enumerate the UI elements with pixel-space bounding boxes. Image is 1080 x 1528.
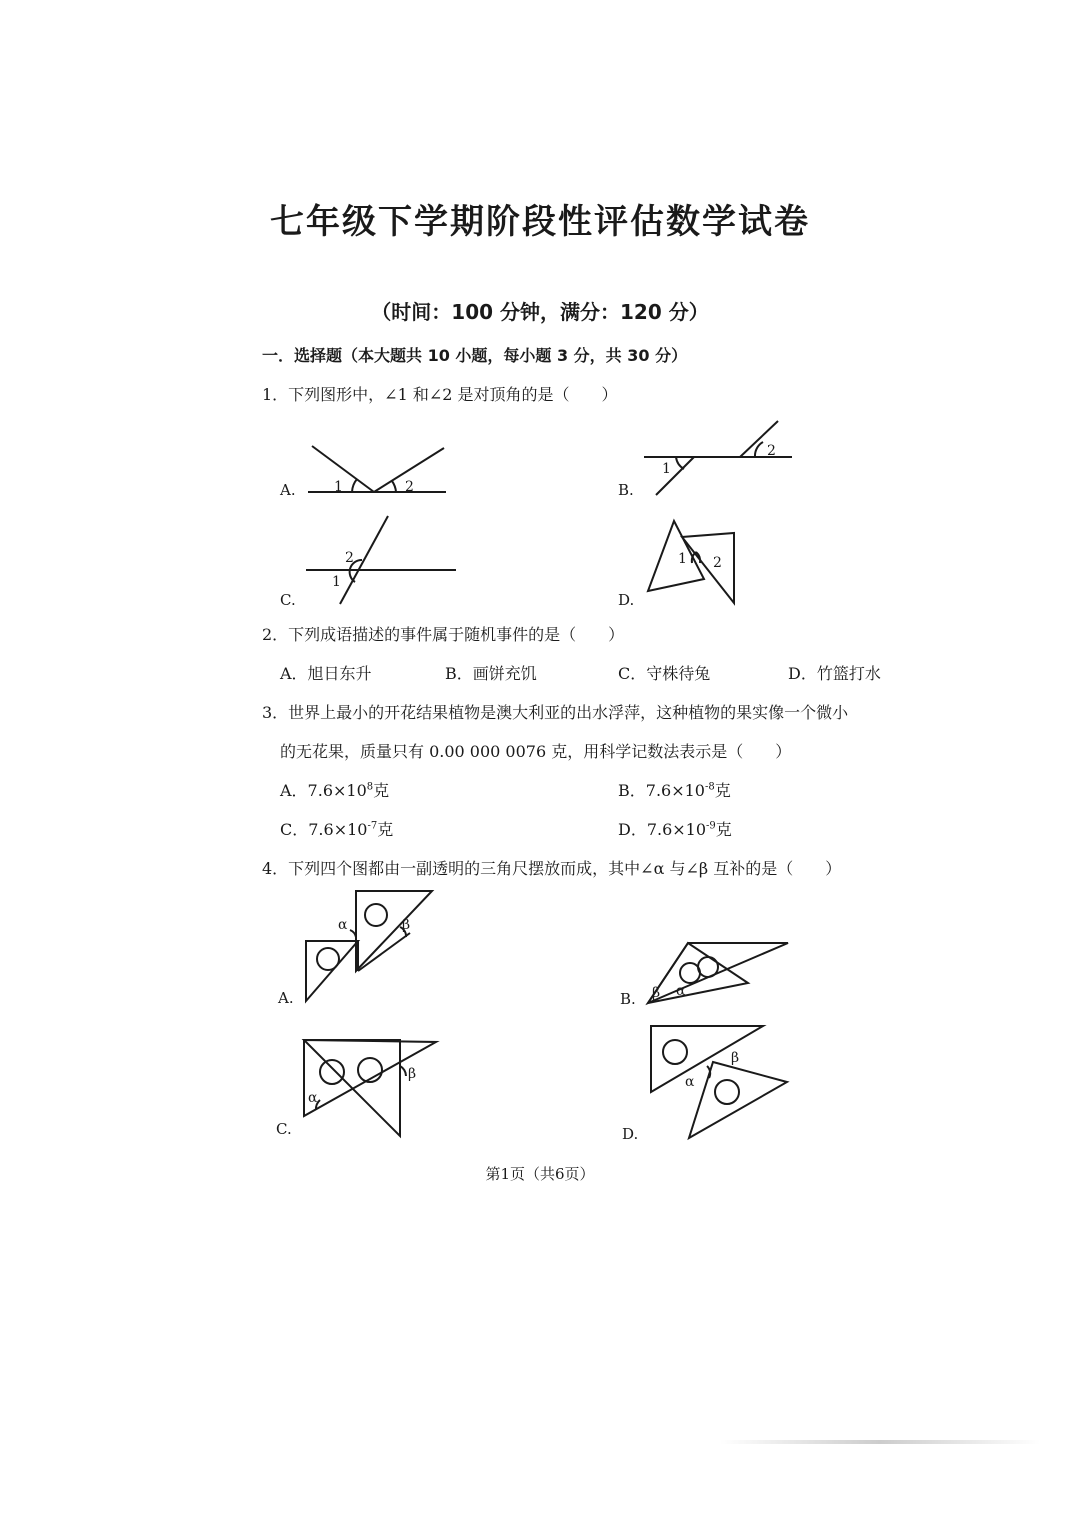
q1-c-mark-1: 1 [332, 574, 341, 590]
q3-b-unit: 克 [714, 781, 731, 800]
q1-figure-b [640, 415, 800, 500]
q3-a-base: A．7.6×10 [280, 781, 367, 800]
q1-d-mark-1: 1 [678, 551, 687, 567]
q4-d-beta: β [731, 1050, 740, 1066]
q3-c-exponent: -7 [367, 820, 378, 832]
q4-b-alpha: α [676, 983, 686, 999]
q4-figure-c-label: C. [276, 1120, 292, 1138]
q2-option-c[interactable]: C．守株待兔 [618, 664, 711, 683]
question-4-stem: 4．下列四个图都由一副透明的三角尺摆放而成，其中∠α 与∠β 互补的是（ ） [262, 859, 842, 878]
question-1-stem: 1．下列图形中，∠1 和∠2 是对顶角的是（ ） [262, 385, 618, 404]
q2-option-d[interactable]: D．竹篮打水 [788, 664, 881, 683]
q1-figure-a [300, 440, 460, 500]
q4-figure-b [640, 935, 800, 1010]
q1-figure-c [300, 512, 460, 607]
q3-option-b[interactable] [618, 778, 731, 801]
q4-figure-a-label: A. [278, 989, 294, 1007]
q1-figure-d-label: D. [618, 591, 635, 609]
q3-d-exponent: -9 [706, 820, 716, 832]
q1-d-mark-2: 2 [713, 555, 722, 571]
q2-option-b[interactable]: B．画饼充饥 [445, 664, 537, 683]
q1-figure-a-label: A. [280, 481, 296, 499]
q4-c-beta: β [408, 1066, 417, 1082]
q4-d-alpha: α [685, 1074, 695, 1090]
exam-subtitle: （时间：100 分钟，满分：120 分） [371, 300, 709, 324]
q3-a-exponent: 8 [366, 781, 374, 793]
exam-title: 七年级下学期阶段性评估数学试卷 [270, 202, 810, 242]
q4-figure-b-label: B. [620, 990, 636, 1008]
q1-a-mark-2: 2 [405, 479, 414, 495]
q1-figure-b-label: B. [618, 481, 634, 499]
q3-d-unit: 克 [715, 820, 732, 839]
q3-option-a[interactable] [280, 778, 389, 801]
q4-figure-c [300, 1036, 440, 1141]
q4-c-alpha: α [308, 1090, 318, 1106]
q4-figure-a [300, 885, 440, 1005]
q3-b-exponent: -8 [704, 781, 715, 793]
page-footer: 第1页（共6页） [485, 1165, 595, 1183]
q3-option-c[interactable] [280, 817, 393, 840]
section-heading: 一．选择题（本大题共 10 小题，每小题 3 分，共 30 分） [262, 346, 688, 365]
q1-b-mark-1: 1 [662, 461, 671, 477]
question-3-line-1: 3．世界上最小的开花结果植物是澳大利亚的出水浮萍，这种植物的果实像一个微小 [262, 703, 849, 722]
q4-figure-d-label: D. [622, 1125, 639, 1143]
q3-option-d[interactable] [618, 817, 732, 840]
q4-a-alpha: α [338, 917, 348, 933]
scan-smudge [720, 1440, 1040, 1444]
question-3-line-2: 的无花果，质量只有 0.00 000 0076 克，用科学记数法表示是（ ） [280, 742, 792, 761]
q3-d-base: D．7.6×10 [618, 820, 707, 839]
q1-figure-d [640, 515, 750, 610]
q3-b-base: B．7.6×10 [618, 781, 705, 800]
q1-c-mark-2: 2 [345, 550, 354, 566]
q1-b-mark-2: 2 [767, 443, 776, 459]
q3-c-unit: 克 [377, 820, 394, 839]
q4-a-beta: β [402, 917, 411, 933]
q2-option-a[interactable]: A．旭日东升 [280, 664, 372, 683]
q1-a-mark-1: 1 [334, 479, 343, 495]
q4-figure-d [645, 1022, 795, 1142]
q3-a-unit: 克 [373, 781, 390, 800]
q4-b-beta: β [652, 985, 661, 1001]
question-2-stem: 2．下列成语描述的事件属于随机事件的是（ ） [262, 625, 625, 644]
q1-figure-c-label: C. [280, 591, 296, 609]
q3-c-base: C．7.6×10 [280, 820, 368, 839]
